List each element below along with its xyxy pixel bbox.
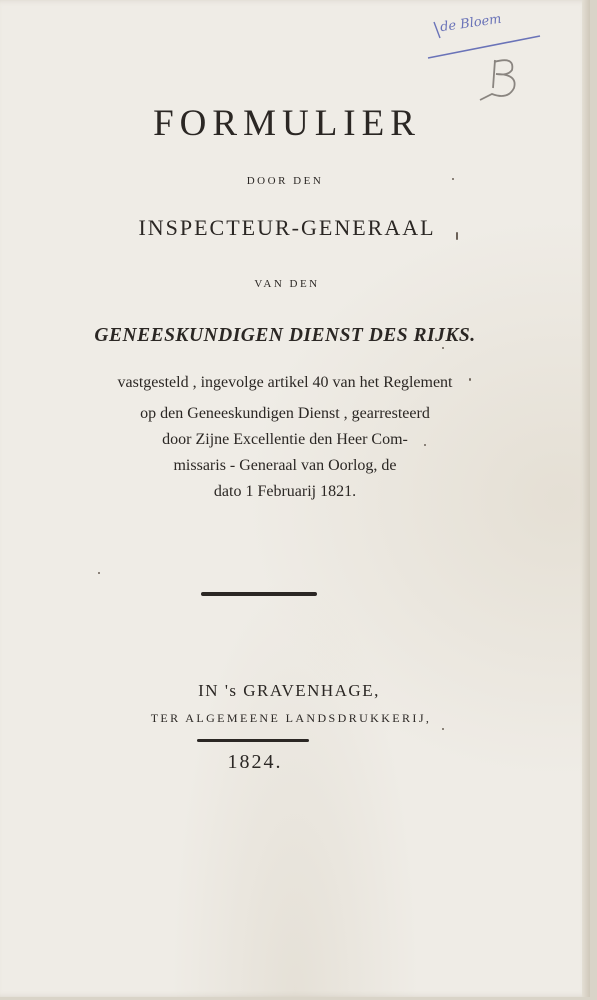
subtitle-inspecteur: INSPECTEUR-GENERAAL	[138, 215, 436, 240]
imprint-rule	[197, 739, 309, 742]
body-line: missaris - Generaal van Oorlog, de	[173, 457, 397, 474]
handwritten-note: de Bloem	[439, 11, 503, 36]
body-line: door Zijne Excellentie den Heer Com-	[162, 431, 408, 448]
subtitle-van-den: VAN DEN	[254, 278, 320, 290]
page-title: FORMULIER	[153, 103, 421, 144]
body-line: op den Geneeskundigen Dienst , gearresteerd	[140, 405, 430, 422]
body-line: dato 1 Februarij 1821.	[213, 483, 357, 500]
subtitle-door-den: DOOR DEN	[246, 175, 324, 187]
imprint-city: IN 's GRAVENHAGE,	[198, 681, 380, 700]
handwritten-mark-icon	[420, 8, 560, 108]
subtitle-dienst: GENEESKUNDIGEN DIENST DES RIJKS.	[94, 325, 476, 346]
ornamental-rule	[201, 592, 317, 596]
imprint-year: 1824.	[227, 751, 283, 773]
imprint-printer: TER ALGEMEENE LANDSDRUKKERIJ,	[150, 711, 432, 725]
body-line: vastgesteld , ingevolge artikel 40 van het Reglement	[117, 374, 453, 391]
page-edge-shadow	[582, 0, 590, 997]
